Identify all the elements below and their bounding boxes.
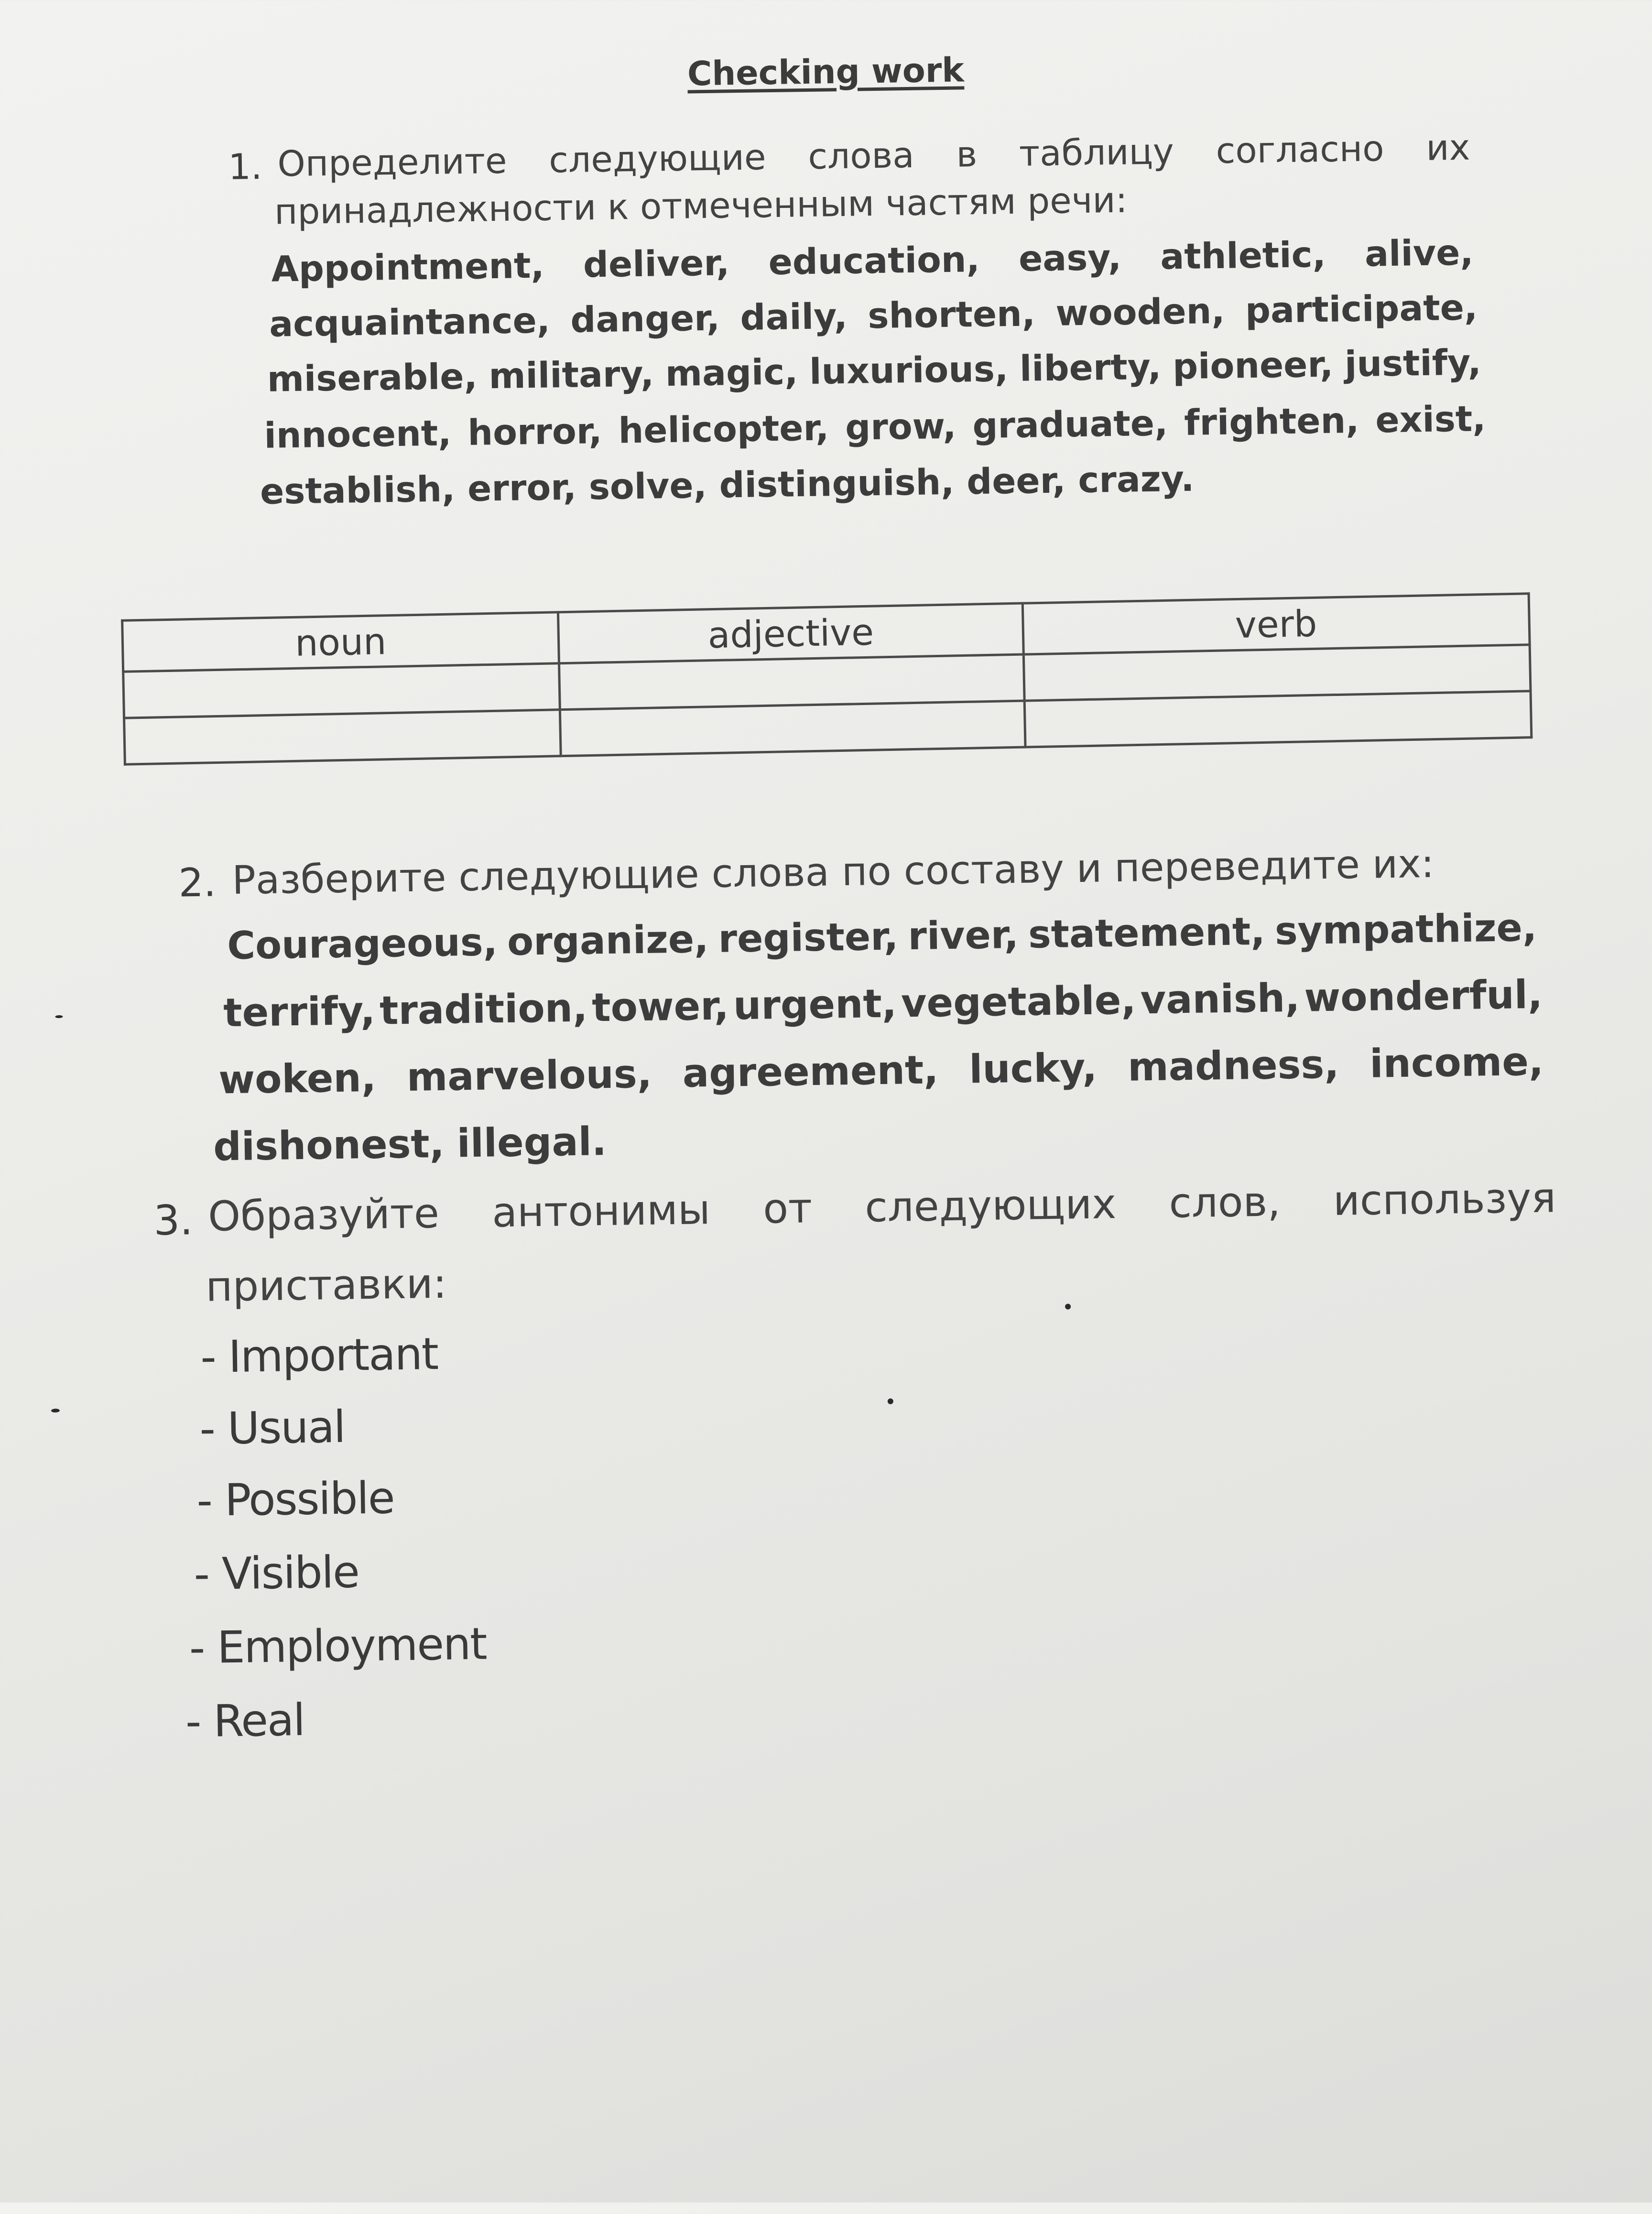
word: justify, [1344, 342, 1482, 385]
word: wonderful, [1304, 972, 1543, 1021]
word: crazy. [1077, 458, 1195, 501]
word: daily, [739, 295, 848, 338]
instruction-word: согласно [1216, 128, 1385, 172]
task2-instruction: Разберите следующие слова по составу и переведите их: [231, 841, 1435, 903]
table-cell[interactable] [123, 663, 560, 718]
instruction-word: их [1425, 127, 1470, 169]
pen-dot [55, 1015, 63, 1018]
word: dishonest, [213, 1121, 445, 1170]
pen-dot [888, 1399, 893, 1404]
antonym-item: - Real [185, 1694, 305, 1747]
word: helicopter, [618, 407, 829, 452]
word: pioneer, [1172, 344, 1334, 388]
task3-number: 3. [153, 1196, 194, 1245]
table-header-adjective: adjective [558, 603, 1023, 663]
word: deliver, [583, 242, 730, 286]
instruction-word: следующие [548, 137, 766, 181]
task1-number: 1. [228, 146, 262, 188]
task1-words-line-3 [267, 342, 1481, 400]
task1-words-line-1 [271, 232, 1474, 290]
task1-instruction-line2: принадлежности к отмеченным частям речи: [274, 179, 1128, 233]
instruction-word: используя [1333, 1174, 1556, 1225]
word: river, [907, 912, 1019, 959]
word: innocent, [263, 412, 452, 456]
word: marvelous, [406, 1051, 652, 1100]
word: solve, [588, 465, 707, 508]
task1-instruction-line1 [277, 127, 1470, 185]
parts-of-speech-table [121, 592, 1532, 766]
word: luxurious, [809, 348, 1009, 392]
word: shorten, [867, 293, 1036, 337]
word: tradition, [379, 985, 588, 1034]
word: Appointment, [271, 245, 545, 290]
task2-words-line-4 [213, 1119, 620, 1170]
table-cell[interactable] [559, 654, 1024, 710]
task2-words-line-2 [223, 972, 1543, 1036]
word: athletic, [1160, 234, 1326, 278]
task3-instruction-line2: приставки: [205, 1259, 447, 1311]
antonym-item: - Visible [194, 1546, 359, 1600]
antonym-item: - Possible [196, 1472, 395, 1527]
task2-words-line-1 [227, 905, 1537, 968]
antonym-item: - Important [200, 1328, 438, 1383]
word: vegetable, [901, 977, 1137, 1027]
word: urgent, [733, 981, 897, 1029]
table-cell[interactable] [560, 701, 1025, 756]
word: deer, [966, 460, 1066, 503]
word: lucky, [968, 1045, 1098, 1093]
task2-number: 2. [178, 860, 217, 906]
instruction-word: Определите [277, 140, 507, 185]
word: income, [1369, 1039, 1544, 1087]
word: education, [768, 239, 980, 283]
word: easy, [1018, 237, 1122, 280]
word: participate, [1245, 287, 1478, 332]
instruction-word: слов, [1168, 1178, 1281, 1227]
task3-instruction-line1 [208, 1174, 1556, 1240]
instruction-word: от [762, 1184, 813, 1233]
instruction-word: таблицу [1019, 131, 1174, 174]
instruction-word: антонимы [491, 1186, 711, 1237]
word: sympathize, [1274, 905, 1537, 954]
word: error, [467, 467, 577, 510]
word: graduate, [972, 402, 1168, 447]
word: Courageous, [227, 920, 498, 968]
word: madness, [1127, 1042, 1340, 1090]
instruction-word: слова [807, 134, 915, 177]
task1-words-line-5 [260, 458, 1207, 512]
word: exist, [1375, 398, 1486, 441]
word: illegal. [456, 1119, 607, 1167]
table-cell[interactable] [124, 710, 561, 764]
table-cell[interactable] [1024, 691, 1532, 747]
task1-words-line-4 [264, 398, 1486, 456]
word: register, [718, 914, 899, 961]
word: frighten, [1184, 400, 1359, 444]
pen-dot [51, 1409, 60, 1412]
antonym-item: - Employment [189, 1618, 487, 1674]
task1-words-line-2 [269, 287, 1478, 345]
word: agreement, [682, 1047, 939, 1096]
word: liberty, [1019, 346, 1162, 390]
word: establish, [260, 468, 456, 513]
word: miserable, [267, 356, 478, 400]
instruction-word: следующих [864, 1180, 1117, 1232]
word: woken, [218, 1055, 377, 1103]
word: danger, [570, 297, 720, 341]
word: vanish, [1140, 975, 1300, 1023]
instruction-word: Образуйте [207, 1189, 440, 1241]
word: horror, [467, 411, 603, 454]
pen-dot [1065, 1304, 1071, 1310]
table-header-noun: noun [122, 612, 559, 672]
table-header-verb: verb [1022, 594, 1530, 654]
antonym-item: - Usual [199, 1401, 346, 1454]
word: wooden, [1055, 290, 1226, 334]
word: grow, [845, 405, 956, 448]
instruction-word: в [956, 134, 978, 175]
task2-words-line-3 [218, 1039, 1544, 1103]
word: acquaintance, [269, 300, 551, 345]
word: organize, [507, 917, 709, 964]
word: magic, [665, 351, 798, 395]
word: tower, [591, 983, 729, 1031]
word: distinguish, [719, 461, 955, 506]
word: terrify, [223, 988, 376, 1036]
word: statement, [1028, 909, 1266, 957]
page-title: Checking work [687, 50, 965, 94]
word: alive, [1364, 232, 1474, 275]
word: military, [488, 353, 654, 397]
